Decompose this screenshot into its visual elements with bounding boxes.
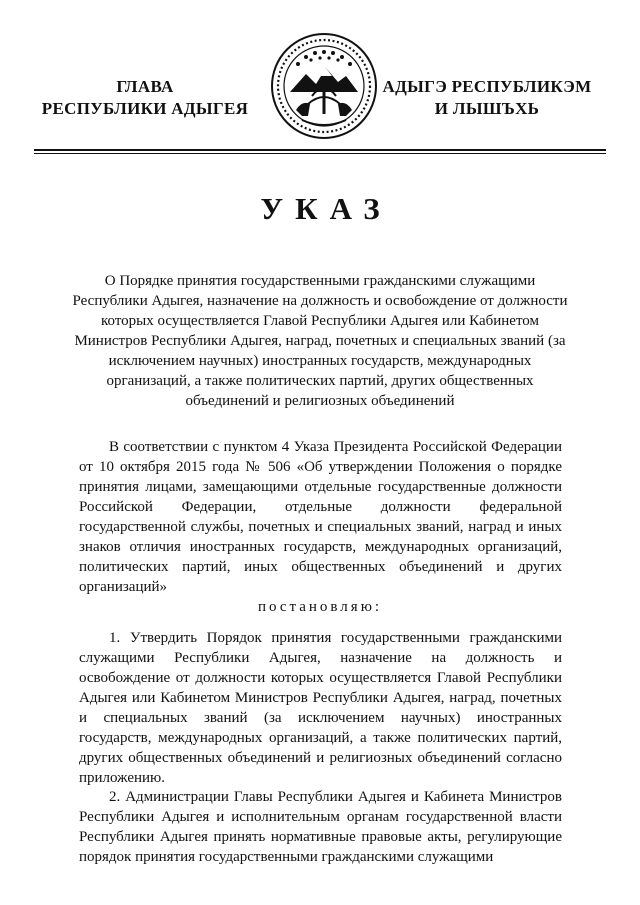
header-divider-thin [34, 153, 606, 154]
coat-of-arms-icon [268, 30, 380, 142]
header-left [40, 76, 250, 120]
header-divider-thick [34, 149, 606, 151]
preamble-paragraph: В соответствии с пунктом 4 Указа Президента Российской Федерации от 10 октября 2015 года № 506 «Об утверждении Положения о порядке принятия лицами, замещающими отдельные государственные должности Российской Федерации, отдельные должности федеральной государственной службы, почетных и специальных званий, наград и иных знаков отличия иностранных государств, международных организаций, политических партий, иных общественных объединений и других организаций» [79, 439, 562, 595]
header-left-line2: РЕСПУБЛИКИ АДЫГЕЯ [41, 99, 249, 118]
item-2-paragraph: 2. Администрации Главы Республики Адыгея и Кабинета Министров Республики Адыгея и исполнительным органам государственной власти Республики Адыгея принять нормативные правовые акты, регулирующие порядок принятия государственными гражданскими служащими [79, 789, 562, 865]
header-left-line1: ГЛАВА [116, 77, 174, 96]
item-1-paragraph: 1. Утвердить Порядок принятия государственными гражданскими служащими Республики Адыгея, назначение на должность и освобождение от должности которых осуществляется Главой Республики Адыгея или Кабинетом Министров Республики Адыгея, наград, почетных и специальных званий (за исключением научных) иностранных государств, международных организаций, а также политических партий, других общественных объединений и религиозных объединений согласно приложению. [79, 630, 562, 786]
header-right [372, 76, 602, 120]
document-title: УКАЗ [260, 191, 392, 226]
decree-word: постановляю: [257, 599, 383, 615]
header-right-line2: И ЛЫШЪХЬ [434, 99, 540, 118]
header-right-line1: АДЫГЭ РЕСПУБЛИКЭМ [382, 77, 592, 96]
document-subject: О Порядке принятия государственными гражданскими служащими Республики Адыгея, назначение на должность и освобождение от должности которых осуществляется Главой Республики Адыгея или Кабинетом Министров Республики Адыгея, наград, почетных и специальных званий (за исключением научных) иностранных государств, международных организаций, а также политических партий, других общественных объединений и религиозных объединений [72, 273, 568, 409]
